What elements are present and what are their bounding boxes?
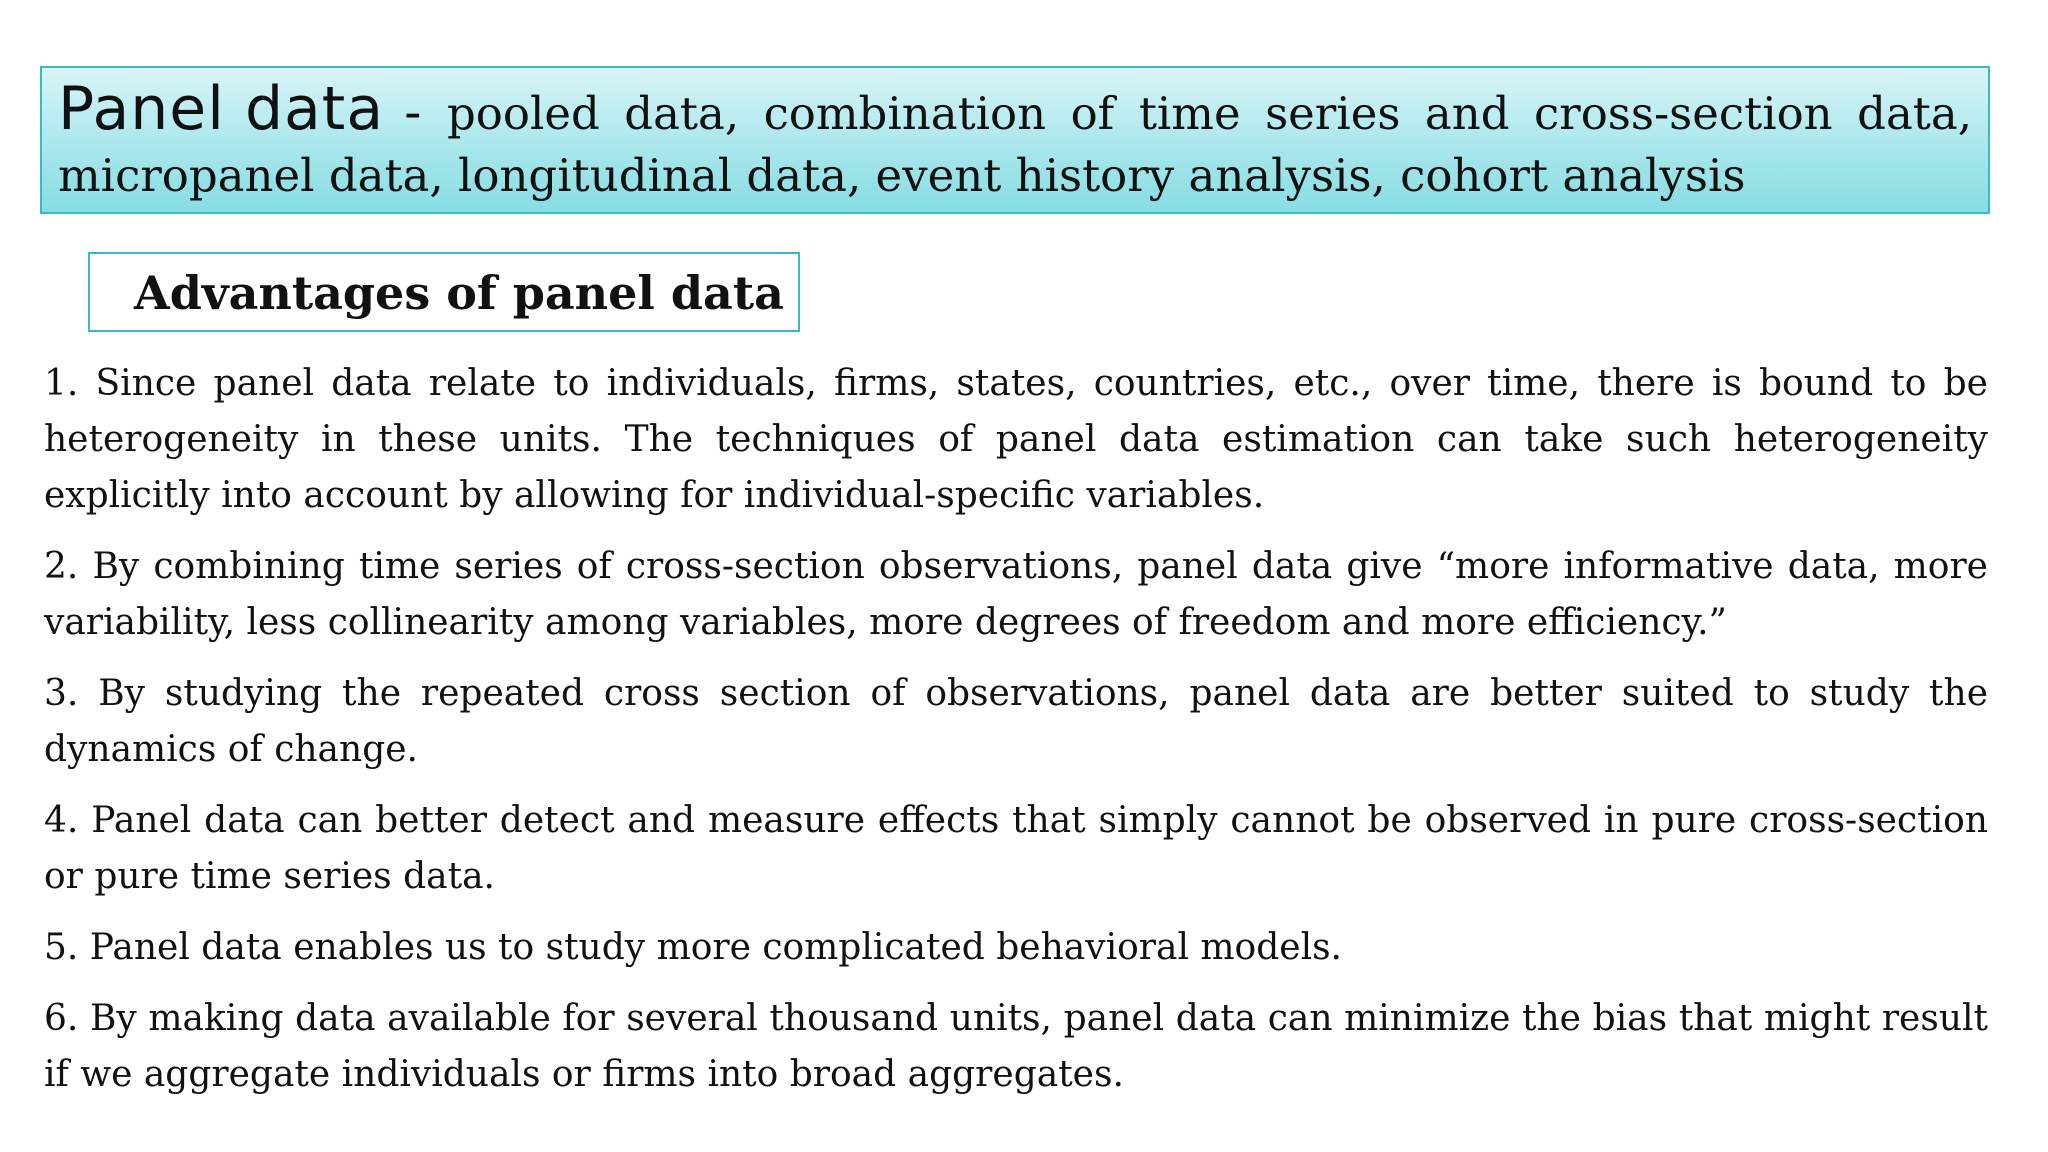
title-word: and — [1424, 87, 1510, 140]
title-line-2: micropanel data, longitudinal data, event history analysis, cohort analysis — [58, 149, 1746, 202]
title-word: pooled — [446, 87, 600, 140]
title-bold-text: Panel data — [58, 74, 385, 144]
advantage-item: 1. Since panel data relate to individuals, firms, states, countries, etc., over time, there is bound to be heterogeneity in these units. The techniques of panel data estimation can take such heterogeneity explicitly into account by allowing for individual-specific variables. — [44, 363, 1988, 516]
advantage-item: 2. By combining time series of cross-section observations, panel data give “more informative data, more variability, less collinearity among variables, more degrees of freedom and more efficiency.” — [44, 546, 1988, 643]
title-word: of — [1070, 87, 1115, 140]
advantage-item: 6. By making data available for several thousand units, panel data can minimize the bias that might result if we aggregate individuals or firms into broad aggregates. — [44, 998, 1988, 1095]
advantage-item: 4. Panel data can better detect and measure effects that simply cannot be observed in pure cross-section or pure time series data. — [44, 800, 1988, 897]
title-word: combination — [763, 87, 1047, 140]
advantages-list — [44, 356, 1988, 1118]
subtitle-box — [88, 252, 800, 332]
title-word: data, — [1857, 87, 1972, 140]
title-word: cross-section — [1533, 87, 1833, 140]
title-line-1 — [58, 74, 1972, 145]
title-word: data, — [624, 87, 740, 140]
title-word: time — [1138, 87, 1241, 140]
title-heading — [58, 74, 423, 144]
title-dash: - — [404, 85, 423, 141]
subtitle-heading: Advantages of panel data — [134, 266, 784, 320]
title-box — [40, 66, 1990, 214]
advantage-item: 5. Panel data enables us to study more complicated behavioral models. — [44, 927, 1343, 968]
advantage-item: 3. By studying the repeated cross section of observations, panel data are better suited to study the dynamics of change. — [44, 673, 1988, 770]
title-word: series — [1265, 87, 1401, 140]
